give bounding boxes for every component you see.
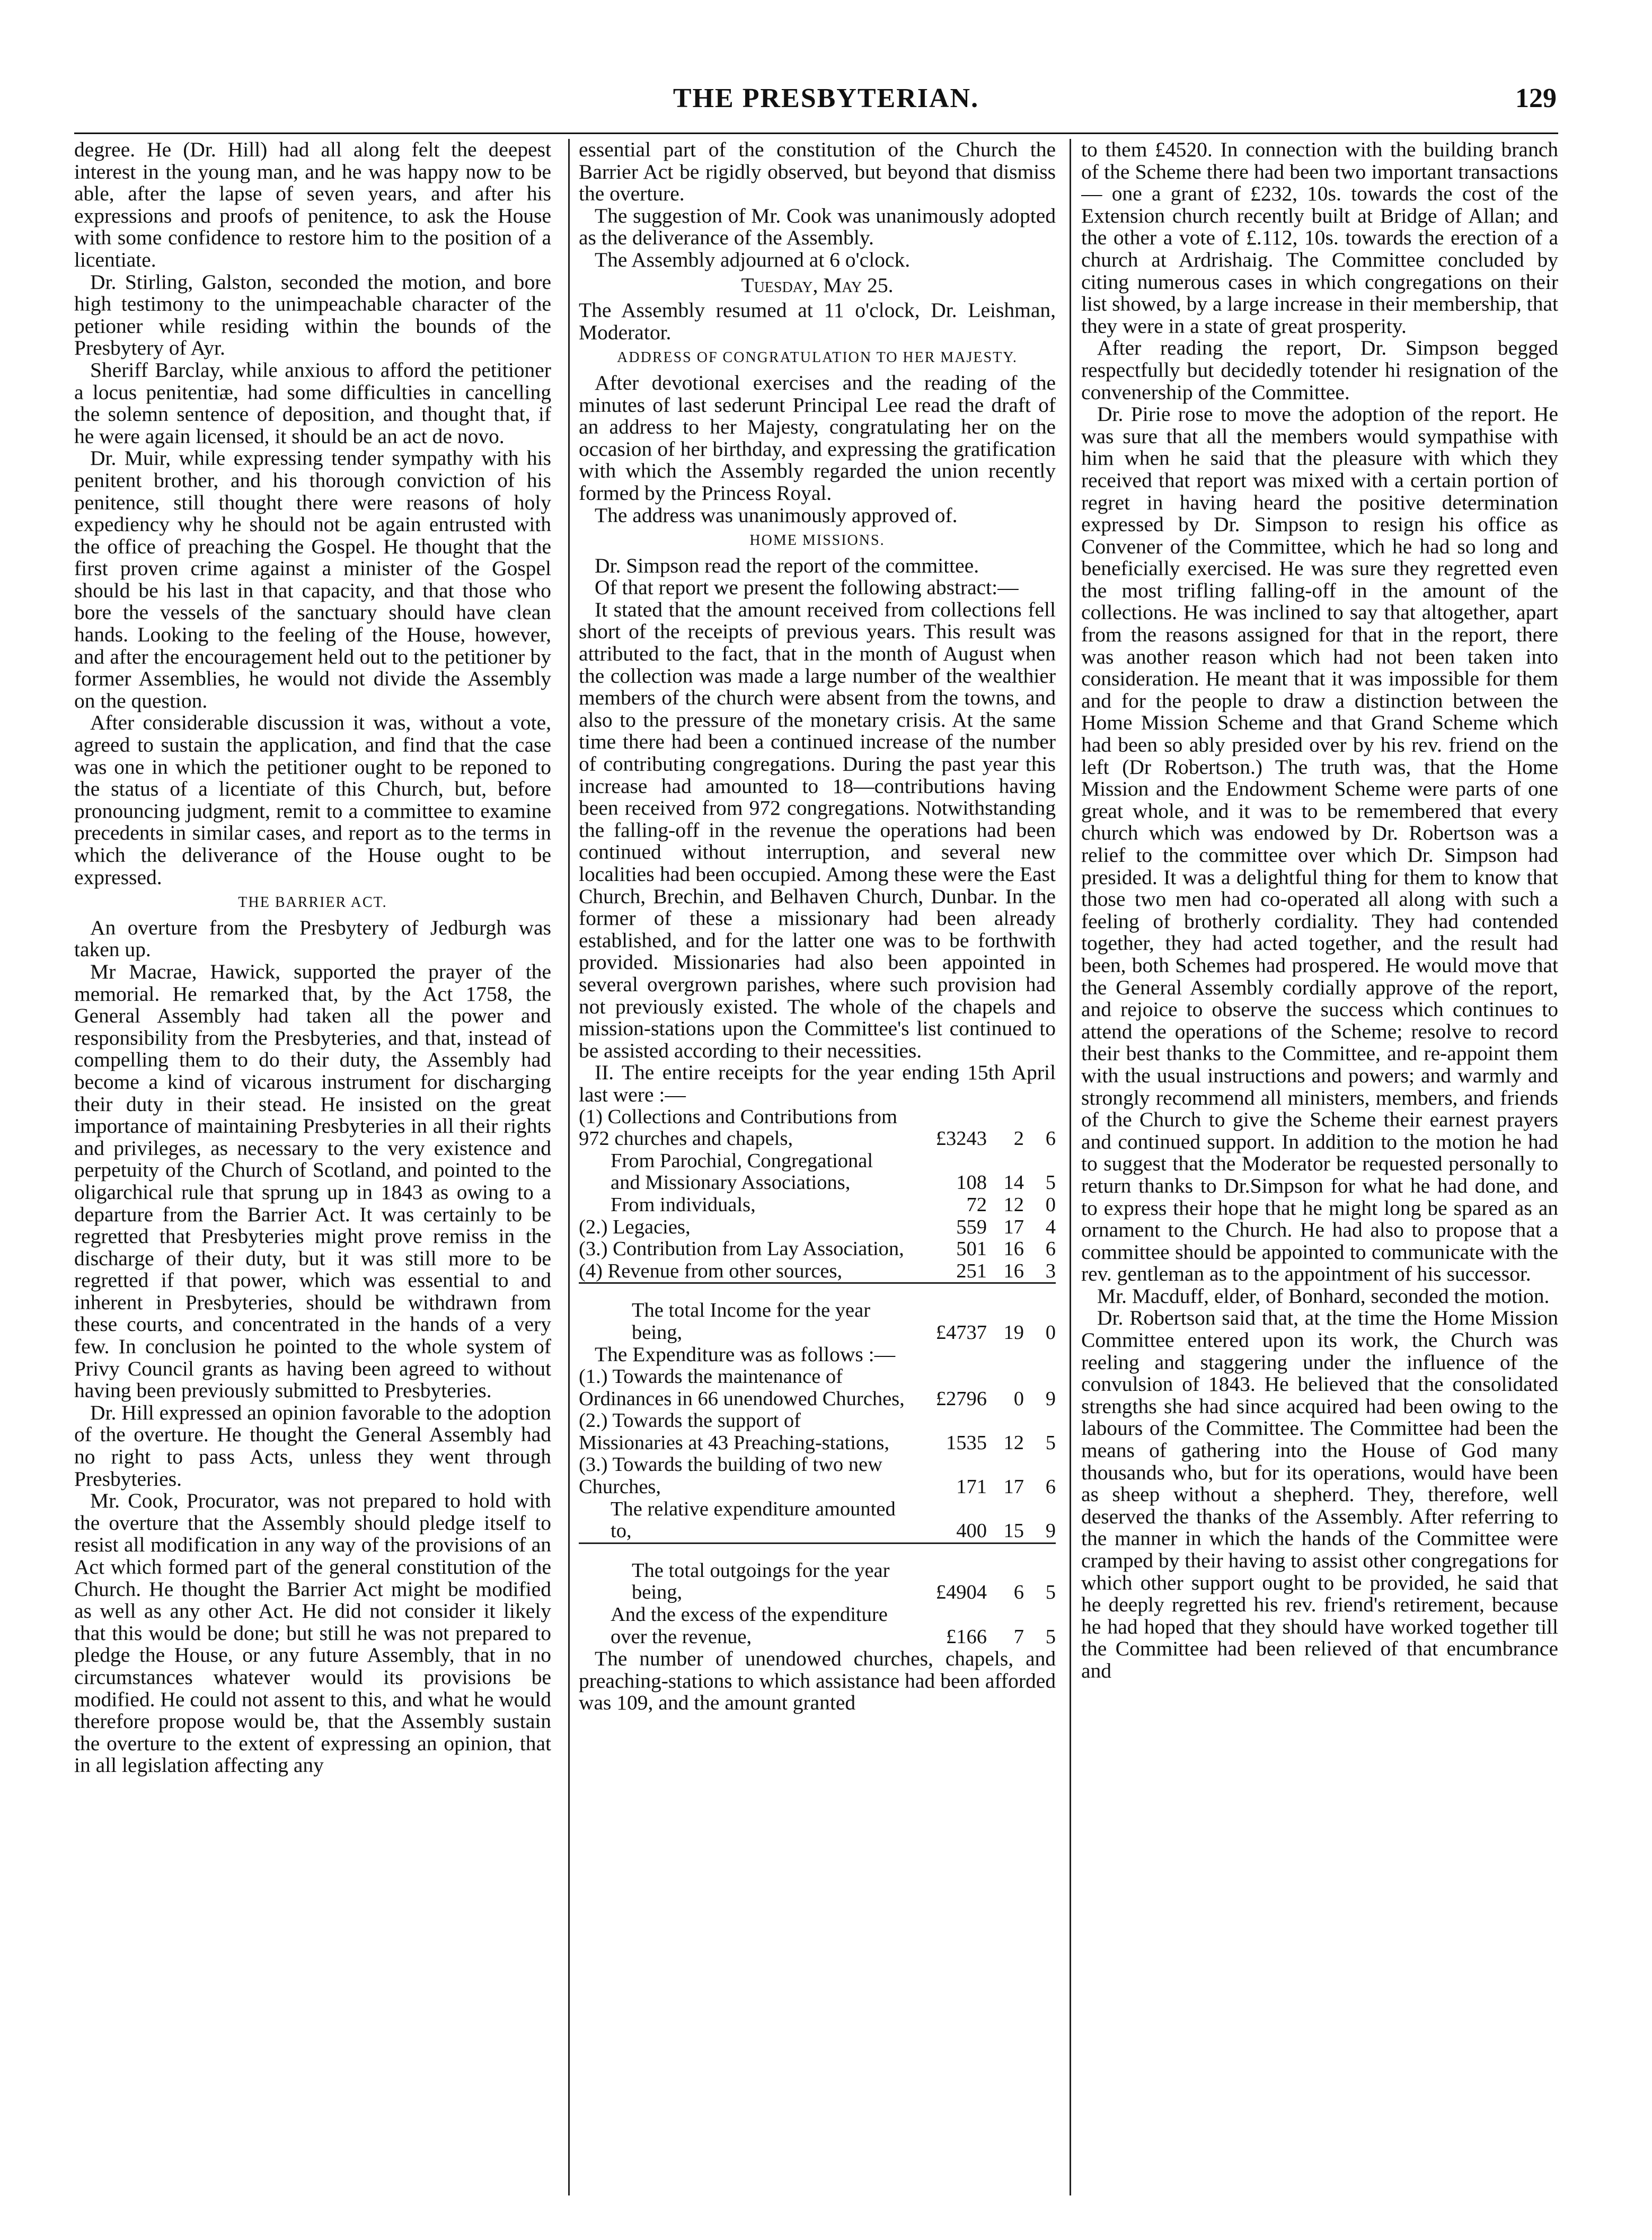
column-divider bbox=[568, 139, 570, 2195]
ledger-pence: 6 bbox=[1045, 1238, 1056, 1260]
ledger-pounds: £3243 bbox=[935, 1127, 987, 1150]
ledger-pence: 6 bbox=[1045, 1127, 1056, 1150]
header-rule bbox=[74, 133, 1558, 134]
ledger-label: And the excess of the expenditure over the revenue, bbox=[611, 1603, 888, 1648]
paragraph: Dr. Robertson said that, at the time the Home Mission Committee entered upon its work, the Church was reeling and staggering under the influence of the convulsion of 1843. He believed that the consolidated strengths she had since acquired had been owing to the labours of the Committee. The Committee had been the means of gathering into the House of God many thousands who, but for its operations, would have been as sheep without a shepherd. They, therefore, well deserved the thanks of the Assembly. After referring to the manner in which the hands of the Committee were cramped by their having to assist other congregations for which other support ought to be provided, he said that he deeply regretted his rev. friend's retirement, because he had hoped that they should have worked together till the Committee had been relieved of that encumbrance and bbox=[1081, 1306, 1558, 1682]
ledger-pence: 0 bbox=[1045, 1321, 1056, 1344]
ledger-label: The total outgoings for the year being, bbox=[632, 1559, 890, 1604]
ledger-pounds: £2796 bbox=[935, 1387, 987, 1410]
ledger-shillings: 16 bbox=[1003, 1238, 1024, 1260]
paragraph: Of that report we present the following abstract:— bbox=[595, 576, 1019, 599]
running-header bbox=[0, 80, 1652, 127]
ledger-label: The total Income for the year being, bbox=[632, 1299, 871, 1344]
column-2 bbox=[579, 139, 1056, 2190]
paragraph: degree. He (Dr. Hill) had all along felt the deepest interest in the young man, and he was happy now to be able, after the lapse of seven years, and after his expressions and proofs of penitence, to ask the House with some confidence to restore him to the position of a licentiate. bbox=[74, 139, 551, 271]
ledger-label: From individuals, bbox=[611, 1193, 756, 1216]
column-1 bbox=[74, 139, 551, 2190]
ledger-label: (2.) Towards the support of Missionaries at 43 Preaching-stations, bbox=[579, 1409, 889, 1454]
paragraph: to them £4520. In connection with the building branch of the Scheme there had been two important transactions— one a grant of £232, 10s. towards the cost of the Extension church recently built at Bridge of Allan; and the other a vote of £.112, 10s. towards the erection of a church at Ardrishaig. The Committee concluded by citing numerous cases in which congregations on their list showed, by a large increase in their membership, that they were in a state of great prosperity. bbox=[1081, 139, 1558, 338]
ledger-label: (4) Revenue from other sources, bbox=[579, 1259, 843, 1282]
outgoings-total-row bbox=[579, 1560, 1056, 1604]
ledger-shillings: 17 bbox=[1003, 1476, 1024, 1498]
paragraph: After reading the report, Dr. Simpson begged respectfully but decidedly totender hi resignation of the convenership of the Committee. bbox=[1081, 336, 1558, 404]
ledger-pounds: 501 bbox=[956, 1238, 987, 1260]
paragraph: Dr. Simpson read the report of the committee. bbox=[595, 553, 979, 577]
paragraph: Sheriff Barclay, while anxious to afford the petitioner a locus penitentiæ, had some difficulties in cancelling the solemn sentence of deposition, and thought that, if he were again licensed, it should be an act de novo. bbox=[74, 358, 551, 448]
ledger-label: (2.) Legacies, bbox=[579, 1215, 691, 1238]
ledger-shillings: 7 bbox=[1013, 1625, 1024, 1648]
ledger-pence: 5 bbox=[1045, 1431, 1056, 1454]
section-heading-address: ADDRESS OF CONGRATULATION TO HER MAJESTY. bbox=[617, 349, 1018, 366]
ledger-shillings: 15 bbox=[1003, 1520, 1024, 1542]
excess-row bbox=[579, 1604, 1056, 1648]
ledger-pence: 5 bbox=[1045, 1581, 1056, 1604]
ledger-pence: 5 bbox=[1045, 1625, 1056, 1648]
ledger-row bbox=[579, 1194, 1056, 1216]
paragraph: Dr. Hill expressed an opinion favorable to the adoption of the overture. He thought the General Assembly had no right to pass Acts, unless they went through Presbyteries. bbox=[74, 1400, 551, 1491]
ledger-row bbox=[579, 1498, 1056, 1544]
ledger-total-rule bbox=[579, 1283, 1056, 1300]
ledger-pence: 9 bbox=[1045, 1387, 1056, 1410]
ledger-pounds: £4904 bbox=[935, 1581, 987, 1604]
ledger-pounds: 108 bbox=[956, 1171, 987, 1194]
ledger-row bbox=[579, 1216, 1056, 1239]
expenditure-table bbox=[579, 1366, 1056, 1648]
paragraph: It stated that the amount received from collections fell short of the receipts of previous years. This result was attributed to the fact, that in the month of August when the collection was made a large number of the wealthier members of the church were absent from the towns, and also to the pressure of the monetary crisis. At the same time there had been a continued increase of the number of contributing congregations. During the past year this increase had amounted to 18—contributions having been received from 972 congregations. Notwithstanding the falling-off in the revenue the operations had been continued without interruption, and several new localities had been occupied. Among these were the East Church, Brechin, and Belhaven Church, Dunbar. In the former of these a missionary had been already established, and for the latter one was to be forthwith provided. Missionaries had also been appointed in several overgrown parishes, where such provision had not previously existed. The whole of the chapels and mission-stations upon the Committee's list continued to be assisted according to their necessities. bbox=[579, 597, 1056, 1062]
ledger-pounds: 72 bbox=[966, 1193, 987, 1216]
ledger-pounds: 251 bbox=[956, 1259, 987, 1282]
date-heading: Tuesday, May 25. bbox=[741, 273, 894, 297]
paragraph: The number of unendowed churches, chapels, and preaching-stations to which assistance had been afforded was 109, and the amount granted bbox=[579, 1647, 1056, 1715]
paragraph: II. The entire receipts for the year ending 15th April last were :— bbox=[579, 1061, 1056, 1106]
ledger-shillings: 19 bbox=[1003, 1321, 1024, 1344]
ledger-label: The relative expenditure amounted to, bbox=[611, 1497, 896, 1542]
ledger-label: (3.) Contribution from Lay Association, bbox=[579, 1238, 904, 1260]
ledger-row bbox=[579, 1366, 1056, 1410]
ledger-shillings: 6 bbox=[1013, 1581, 1024, 1604]
ledger-pounds: £166 bbox=[946, 1625, 987, 1648]
paragraph: Dr. Pirie rose to move the adoption of the report. He was sure that all the members would sympathise with him when he said that the pleasure with which they received that report was mixed with a certain portion of regret in having heard the positive determination expressed by Dr. Simpson to resign his office as Convener of the Committee, which he had so long and beneficially exercised. He was sure they regretted even the most trifling falling-off in the amount of the collections. He was inclined to say that altogether, apart from the reasons assigned for that in the report, there was another reason which had not been taken into consideration. He meant that it was impossible for them and for the people to draw a distinction between the Home Mission Scheme and that Grand Scheme which had been so ably presided over by his rev. friend on the left (Dr Robertson.) The truth was, that the Home Mission and the Endowment Scheme were parts of one great whole, and it was to be remembered that every church which was endowed by Dr. Robertson was a relief to the committee over which Dr. Simpson had presided. It was a delightful thing for them to know that those two men had co-operated all along with such a feeling of brotherly cordiality. They had contended together, they had acted together, and the result had been, both Schemes had prospered. He would move that the General Assembly cordially approve of the report, and rejoice to observe the success which continues to attend the operations of the Scheme; resolve to record their best thanks to the Committee, and re-appoint them with the usual instructions and powers; and warmly and strongly recommend all ministers, members, and friends of the Church to give the Scheme their earnest prayers and continued support. In addition to the motion he had to suggest that the Moderator be requested personally to return thanks to Dr.Simpson for what he had done, and to express their hope that he might long be spared as an ornament to the Church. He had also to propose that a committee should be appointed to communicate with the rev. gentleman as to the appointment of his successor. bbox=[1081, 402, 1558, 1286]
ledger-shillings: 0 bbox=[1013, 1387, 1024, 1410]
ledger-label: (1) Collections and Contributions from 972 churches and chapels, bbox=[579, 1105, 897, 1150]
ledger-pence: 0 bbox=[1045, 1193, 1056, 1216]
ledger-pounds: 400 bbox=[956, 1520, 987, 1542]
paragraph: The Assembly resumed at 11 o'clock, Dr. Leishman, Moderator. bbox=[579, 298, 1056, 344]
receipts-table bbox=[579, 1106, 1056, 1344]
paragraph: Mr. Macduff, elder, of Bonhard, seconded the motion. bbox=[1097, 1284, 1550, 1308]
ledger-pence: 3 bbox=[1045, 1259, 1056, 1282]
ledger-pence: 6 bbox=[1045, 1476, 1056, 1498]
ledger-shillings: 12 bbox=[1003, 1193, 1024, 1216]
paragraph: Dr. Stirling, Galston, seconded the motion, and bore high testimony to the unimpeachable character of the petioner while residing within the bounds of the Presbytery of Ayr. bbox=[74, 270, 551, 360]
ledger-pounds: £4737 bbox=[935, 1321, 987, 1344]
ledger-pounds: 171 bbox=[956, 1476, 987, 1498]
section-heading-home-missions: HOME MISSIONS. bbox=[749, 532, 885, 549]
ledger-pence: 5 bbox=[1045, 1171, 1056, 1194]
ledger-row bbox=[579, 1410, 1056, 1454]
ledger-row bbox=[579, 1106, 1056, 1150]
ledger-row bbox=[579, 1238, 1056, 1260]
column-divider bbox=[1070, 139, 1071, 2195]
paragraph: The address was unanimously approved of. bbox=[595, 503, 958, 527]
paragraph: Dr. Muir, while expressing tender sympathy with his penitent brother, and his thorough conviction of his penitence, still thought there were reasons of holy expediency why he should not be again entrusted with the office of preaching the Gospel. He thought that the first proven crime against a minister of the Gospel should be his last in that capacity, and that those who bore the vessels of the sanctuary should have clean hands. Looking to the feeling of the House, however, and after the encouragement held out to the petitioner by former Assemblies, he would not divide the Assembly on the question. bbox=[74, 446, 551, 712]
ledger-label: From Parochial, Congregational and Missionary Associations, bbox=[611, 1149, 873, 1194]
expenditure-intro: The Expenditure was as follows :— bbox=[595, 1343, 896, 1366]
ledger-label: (3.) Towards the building of two new Churches, bbox=[579, 1453, 882, 1498]
paragraph: essential part of the constitution of the Church the Barrier Act be rigidly observed, but beyond that dismiss the overture. bbox=[579, 139, 1056, 206]
paragraph: The Assembly adjourned at 6 o'clock. bbox=[595, 248, 911, 271]
ledger-row bbox=[579, 1260, 1056, 1283]
paragraph: Mr. Cook, Procurator, was not prepared to hold with the overture that the Assembly should pledge itself to resist all modification in any way of the provisions of an Act which formed part of the general constitution of the Church. He thought the Barrier Act might be modified as well as any other Act. He did not consider it likely that this would be done; but still he was not prepared to pledge the House, or any future Assembly, that in no circumstances whatever would its provisions be modified. He could not assent to this, and what he would therefore propose would be, that the Assembly sustain the overture to the extent of expressing an opinion, that in all legislation affecting any bbox=[74, 1489, 551, 1777]
paragraph: After considerable discussion it was, without a vote, agreed to sustain the application, and find that the case was one in which the petitioner ought to be reponed to the status of a licentiate of this Church, but, before pronouncing judgment, remit to a committee to examine precedents in similar cases, and report as to the terms in which the deliverance of the House ought to be expressed. bbox=[74, 711, 551, 889]
paragraph: Mr Macrae, Hawick, supported the prayer of the memorial. He remarked that, by the Act 1758, the General Assembly had taken all the power and responsibility from the Presbyteries, and that, instead of compelling them to do their duty, the Assembly had become a kind of vicarous instrument for discharging their duty in their stead. He insisted on the great importance of maintaining Presbyteries in all their rights and privileges, as necessary to the very existence and perpetuity of the Church of Scotland, and pointed to the oligarchical rule that sprung up in 1843 as owing to a departure from the Barrier Act. It was certainly to be regretted that Presbyteries might prove remiss in the discharge of their duty, but it was still more to be regretted if that power, which was essential to and inherent in Presbyteries, should be withdrawn from these courts, and concentrated in the hands of a very few. In conclusion he pointed to the whole system of Privy Council grants as having been agreed to without having been previously submitted to Presbyteries. bbox=[74, 959, 551, 1403]
ledger-shillings: 14 bbox=[1003, 1171, 1024, 1194]
paragraph: After devotional exercises and the reading of the minutes of last sederunt Principal Lee read the draft of an address to her Majesty, congratulating her on the occasion of her birthday, and expressing the gratification with which the Assembly regarded the union recently formed by the Princess Royal. bbox=[579, 371, 1056, 505]
section-heading-barrier-act: THE BARRIER ACT. bbox=[238, 894, 387, 911]
column-3 bbox=[1081, 139, 1558, 2190]
ledger-pence: 4 bbox=[1045, 1215, 1056, 1238]
ledger-shillings: 17 bbox=[1003, 1215, 1024, 1238]
paragraph: The suggestion of Mr. Cook was unanimously adopted as the deliverance of the Assembly. bbox=[579, 204, 1056, 250]
income-total-row bbox=[579, 1300, 1056, 1344]
ledger-pence: 9 bbox=[1045, 1520, 1056, 1542]
ledger-pounds: 559 bbox=[956, 1215, 987, 1238]
ledger-row bbox=[579, 1454, 1056, 1498]
ledger-shillings: 2 bbox=[1013, 1127, 1024, 1150]
ledger-shillings: 16 bbox=[1003, 1259, 1024, 1282]
paragraph: An overture from the Presbytery of Jedburgh was taken up. bbox=[74, 915, 551, 962]
ledger-pounds: 1535 bbox=[946, 1431, 987, 1454]
ledger-shillings: 12 bbox=[1003, 1431, 1024, 1454]
journal-title: THE PRESBYTERIAN. bbox=[673, 83, 979, 113]
ledger-label: (1.) Towards the maintenance of Ordinances in 66 unendowed Churches, bbox=[579, 1365, 905, 1410]
ledger-row bbox=[579, 1150, 1056, 1194]
page-number: 129 bbox=[1515, 83, 1557, 113]
ledger-total-rule bbox=[579, 1543, 1056, 1560]
